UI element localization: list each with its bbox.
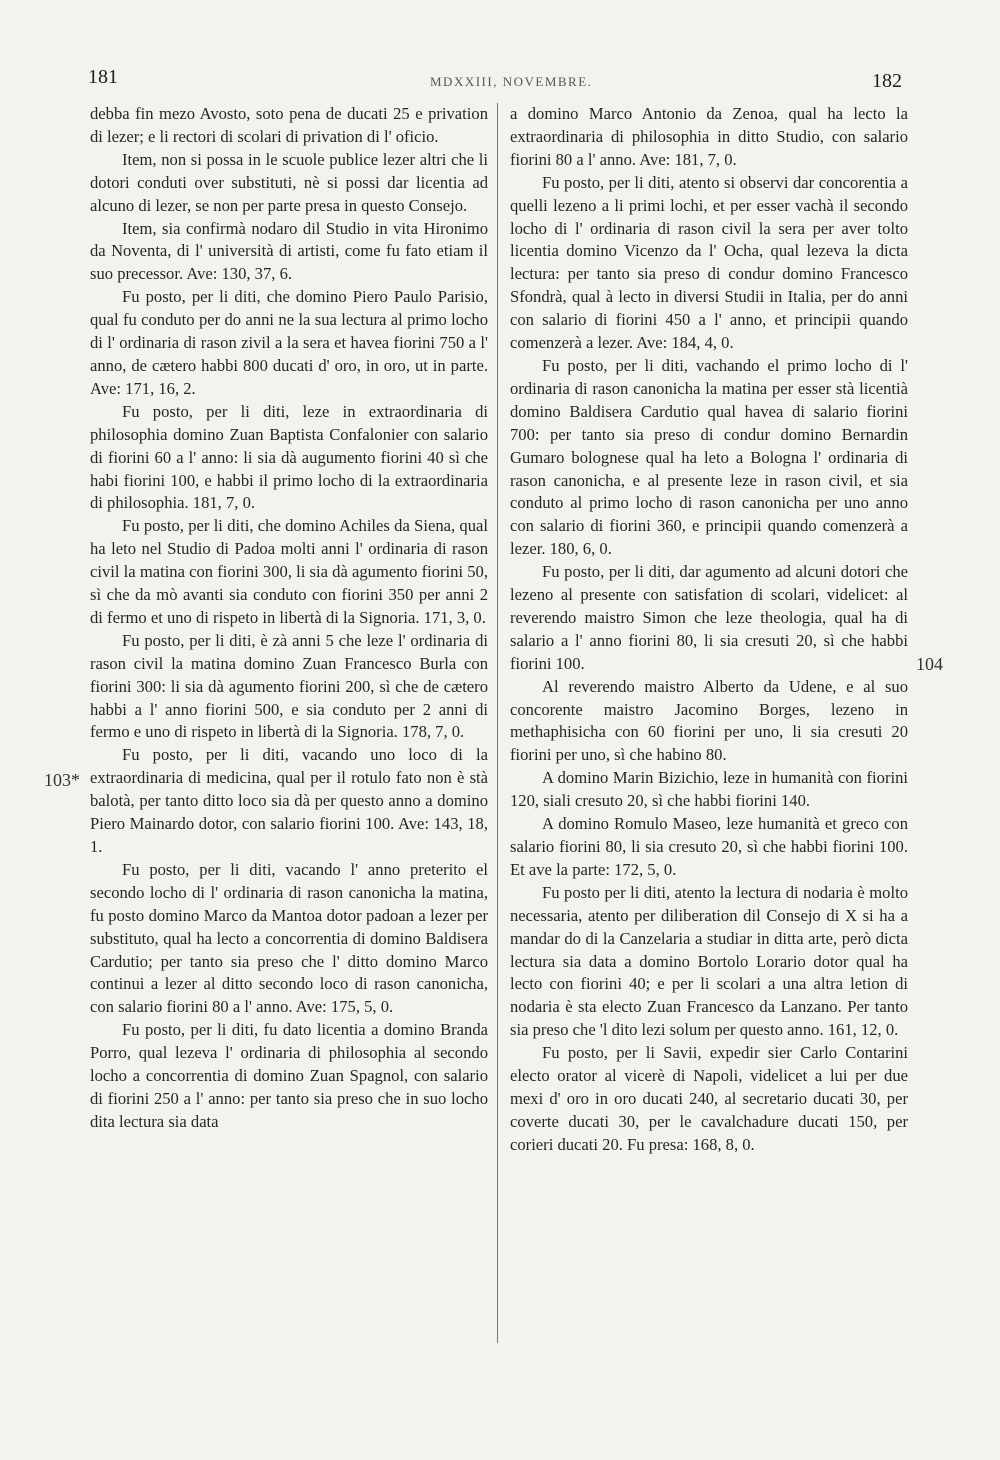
paragraph: Item, non si possa in le scuole publice lezer altri che li dotori conduti over substituti, nè si possi dar licentia ad alcuno di lezer, se non per parte presa in questo Consejo. [90, 149, 488, 215]
left-text-column [90, 103, 488, 1134]
paragraph: Fu posto, per li diti, vacando l' anno preterito el secondo locho di l' ordinaria di rason canonicha la matina, fu posto domino Marco da Mantoa dotor padoan a lezer per substituto, qual ha lecto a concorrentia di domino Baldisera Cardutio; per tanto sia preso che l' ditto domino Marco continui a lezer al ditto secondo loco di rason canonicha, con salario fiorini 80 a l' anno. Ave: 175, 5, 0. [90, 859, 488, 1017]
right-text-column [510, 103, 908, 1157]
paragraph: Fu posto, per li diti, vacando uno loco di la extraordinaria di medicina, qual per il rotulo fato non è stà balotà, per tanto ditto loco sia dà per questo anno a domino Piero Mainardo dotor, con salario fiorini 100. Ave: 143, 18, 1. [90, 745, 488, 856]
column-divider [497, 103, 498, 1343]
paragraph: Fu posto, per li diti, fu dato licentia a domino Branda Porro, qual lezeva l' ordinaria di philosophia al secondo locho a concorrentia di domino Zuan Spagnol, con salario di fiorini 250 a l' anno: per tanto sia preso che in suo locho dita lectura sia data [90, 1020, 488, 1131]
paragraph: Fu posto, per li Savii, expedir sier Carlo Contarini electo orator al vicerè di Napoli, videlicet a lui per due mexi d' oro in oro ducati 240, al secretario ducati 30, per coverte ducati 30, per le cavalchadure ducati 150, per corieri ducati 20. Fu presa: 168, 8, 0. [510, 1043, 908, 1154]
paragraph: a domino Marco Antonio da Zenoa, qual ha lecto la extraordinaria di philosophia in ditto Studio, con salario fiorini 80 a l' anno. Ave: 181, 7, 0. [510, 104, 908, 169]
paragraph: A domino Romulo Maseo, leze humanità et greco con salario fiorini 80, li sia cresuto 20, sì che habbi fiorini 100. Et ave la parte: 172, 5, 0. [510, 814, 908, 879]
paragraph: Fu posto, per li diti, che domino Achiles da Siena, qual ha leto nel Studio di Padoa molti anni l' ordinaria di rason civil la matina con fiorini 300, li sia dà agumento fiorini 50, sì che da mò avanti sia conduto con fiorini 350 per anni 2 di fermo et uno di rispeto in libertà di la Signoria. 171, 3, 0. [90, 516, 488, 627]
paragraph: Fu posto, per li diti, atento si observi dar concorentia a quelli lezeno a li primi lochi, et per esser vachà il secondo locho di l' ordinaria di rason civil la sera per aver tolto licentia domino Vicenzo da l' Ocha, qual lezeva la dicta lectura: per tanto sia preso di condur domino Francesco Sfondrà, qual à lecto in diversi Studii in Italia, per do anni con salario di fiorini 450 a l' anno, et principii quando comenzerà a lezer. Ave: 184, 4, 0. [510, 172, 908, 353]
paragraph: debba fin mezo Avosto, soto pena de ducati 25 e privation di lezer; e li rectori di scolari di privation di l' oficio. [90, 104, 488, 146]
paragraph: Item, sia confirmà nodaro dil Studio in vita Hironimo da Noventa, di l' università di artisti, come fu fato etiam il suo precessor. Ave: 130, 37, 6. [90, 218, 488, 284]
paragraph: Fu posto per li diti, atento la lectura di nodaria è molto necessaria, atento per diliberation dil Consejo di X si ha a mandar do di la Canzelaria a studiar in ditta arte, però dicta lectura sia data a domino Bortolo Lorario dotor qual ha lecto con fiorini 40; e per li scolari a una altra letion di nodaria è sta electo Zuan Francesco da Lanzano. Per tanto sia preso che 'l dito lezi solum per questo anno. 161, 12, 0. [510, 882, 908, 1040]
paragraph: Fu posto, per li diti, che domino Piero Paulo Parisio, qual fu conduto per do anni ne la sua lectura al primo locho di l' ordinaria di rason zivil a la sera et havea fiorini 750 a l' anno, de cætero habbi 800 ducati d' oro, in oro, ut in parte. Ave: 171, 16, 2. [90, 287, 488, 398]
margin-number-right: 104 [916, 654, 943, 674]
left-page-number: 181 [88, 66, 118, 88]
paragraph: Al reverendo maistro Alberto da Udene, e al suo concorente maistro Jacomino Borges, lezeno in methaphisicha con 60 fiorini per uno, li sia cresuti 20 fiorini per uno, sì che habino 80. [510, 676, 908, 765]
margin-number-left: 103* [44, 770, 80, 790]
right-page-number: 182 [872, 70, 902, 92]
running-title: MDXXIII, NOVEMBRE. [430, 74, 593, 89]
paragraph: A domino Marin Bizichio, leze in humanità con fiorini 120, siali cresuto 20, sì che habbi fiorini 140. [510, 768, 908, 811]
paragraph: Fu posto, per li diti, dar agumento ad alcuni dotori che lezeno al presente con satisfation di scolari, videlicet: al reverendo maistro Simon che leze theologia, qual ha di salario a l' anno fiorini 80, li sia cresuti 20, sì che habbi fiorini 100. [510, 562, 908, 673]
paragraph: Fu posto, per li diti, è zà anni 5 che leze l' ordinaria di rason civil la matina domino Zuan Francesco Burla con fiorini 300: li sia dà agumento fiorini 200, sì che de cætero habbi a l' anno fiorini 500, e sia conduto per 2 anni di fermo e uno di rispeto in libertà di la Signoria. 178, 7, 0. [90, 630, 488, 742]
paragraph: Fu posto, per li diti, vachando el primo locho di l' ordinaria di rason canonicha la matina per esser stà licentià domino Baldisera Cardutio qual havea di salario fiorini 700: per tanto sia preso di condur domino Bernardin Gumaro bolognese qual ha leto a Bologna l' ordinaria di rason canonicha, e al presente leze in rason civil, et sia conduto al primo locho di rason canonicha per uno anno con salario di fiorini 360, e principii quando comenzerà a lezer. 180, 6, 0. [510, 355, 908, 559]
paragraph: Fu posto, per li diti, leze in extraordinaria di philosophia domino Zuan Baptista Confalonier con salario di fiorini 60 a l' anno: li sia dà augumento fiorini 40 sì che habi fiorini 100, e habbi il primo locho di la extraordinaria di philosophia. 181, 7, 0. [90, 401, 488, 513]
